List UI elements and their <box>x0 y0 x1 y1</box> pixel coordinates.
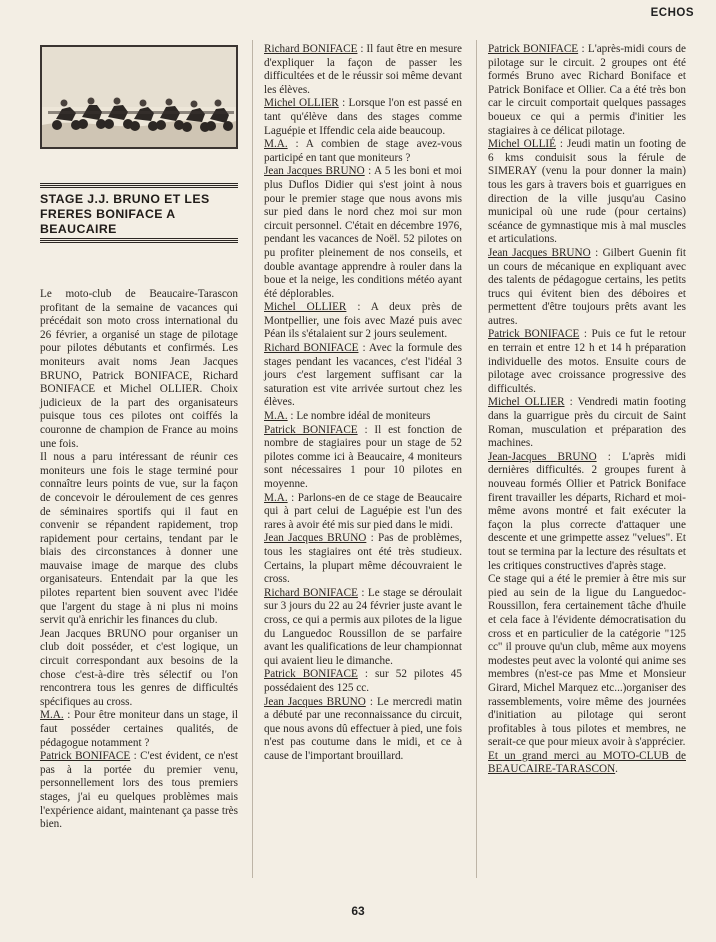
article-paragraph <box>264 342 462 410</box>
article-paragraph <box>488 138 686 247</box>
motocross-photo <box>40 45 238 149</box>
paragraph-text: Jean Jacques BRUNO pour organiser un club doit posséder, et c'est logique, un circuit correspondant aux besoins de la chose c'est-à-dire très sélectif ou l'on rencontrera tous les genres de difficultés spécifiques au cross. <box>40 627 238 708</box>
article-title: STAGE J.J. BRUNO ET LES FRERES BONIFACE A BEAUCAIRE <box>40 192 210 236</box>
paragraph-text: Il nous a paru intéressant de réunir ces moniteurs une fois le stage terminé pour connaître leurs points de vue, sur la façon de concevoir le déroulement de ces genres de séminaires sportifs qui il faut en convenir se répandent rapidement, trop rapidement pour certains, tendant par le biais des circonstances à donner une mauvaise image de marque des clubs organisateurs. Entendait par la que les pilotes repartent bien souvent avec l'idée que l'argent du stage à ni plus ni moins servit qu'à enrichir les finances du club. <box>40 451 238 627</box>
paragraph-text: : Le mercredi matin a débuté par une reconnaissance du circuit, que nous avons dû effectuer à pied, une fois n'est pas coutume dans le midi, et ce à cause de l'important brouillard. <box>264 695 462 762</box>
article-paragraph <box>264 668 462 695</box>
article-paragraph <box>264 43 462 97</box>
paragraph-text: : Avec la formule des stages pendant les vacances, c'est l'idéal 3 jours c'est largement suffisant car la saturation est vite arrivée surtout chez les élèves. <box>264 342 462 409</box>
column-divider <box>476 40 477 878</box>
paragraph-text: : Gilbert Guenin fit un cours de mécanique en expliquant avec des talents de pédagogue certains, les petits trucs qui évitent bien des déboires et permettent d'être toujours prêts avant les autres. <box>488 246 686 327</box>
speaker-name: Richard BONIFACE <box>264 43 358 55</box>
paragraph-text: : Parlons-en de ce stage de Beaucaire qui à part celui de Laguépie est l'un des rares à avoir été mis sur pied dans le midi. <box>264 491 462 531</box>
article-paragraph <box>264 587 462 669</box>
article-paragraph <box>264 410 462 424</box>
article-paragraph <box>264 532 462 586</box>
article-paragraph <box>40 451 238 628</box>
article-paragraph <box>488 750 686 777</box>
paragraph-text: : Puis ce fut le retour en terrain et entre 12 h et 14 h préparation individuelle des motos. Ensuite cours de pilotage avec croissance progressive des difficultés. <box>488 328 686 395</box>
title-rule-top <box>40 183 238 188</box>
paragraph-text: : L'après midi dernières difficultés. 2 groupes furent à nouveau formés Ollier et Patrick Boniface firent travailler les départs, Richard et moi-même avons montré et fait exécuter la façon la plus correcte d'attaquer une descente et une grimpette assez "velues". Et tout se termina par la lecture des résultats et les critiques constructives d'après stage. <box>488 450 686 572</box>
article-paragraph <box>40 750 238 832</box>
speaker-name: Patrick BONIFACE <box>488 328 580 341</box>
paragraph-text: : Le stage se déroulait sur 3 jours du 22 au 24 février juste avant le cross, ce qui a permis aux pilotes de la ligue du Languedoc Roussillon de se parfaire avant les qualifications de leur championnat qui avaient lieu le dimanche. <box>264 586 462 667</box>
article-paragraph <box>264 97 462 138</box>
speaker-name: Jean Jacques BRUNO <box>264 165 365 178</box>
section-label: ECHOS <box>650 7 694 19</box>
paragraph-text: : A 5 les boni et moi plus Duflos Didier qui s'est joint à nous pour le premier stage que nous avons mis sur pied dans le nord chez moi sur mon circuit personnel. C'était en décembre 1976, pendant les vacances de Noël. 52 pilotes on pu profiter pleinement de nos conseils, et double avantage apprendre à rouler dans la boue et la neige, les conditions météo ayant été déplorables. <box>264 165 462 300</box>
page-header <box>0 0 716 26</box>
article-paragraph <box>488 396 686 450</box>
speaker-name: Patrick BONIFACE <box>488 43 579 55</box>
speaker-name: Et un grand merci au MOTO-CLUB de BEAUCAIRE-TARASCON <box>488 749 686 776</box>
paragraph-text: : Pas de problèmes, tous les stagiaires ont été très studieux. Certains, la plupart même découvraient le cross. <box>264 532 462 586</box>
paragraph-text: : Pour être moniteur dans un stage, il faut posséder certaines qualités, de pédagogue notamment ? <box>40 709 238 749</box>
article-paragraph <box>488 247 686 329</box>
speaker-name: Michel OLLIER <box>488 396 565 409</box>
paragraph-text: : Jeudi matin un footing de 6 kms conduisit sous la férule de SIMERAY (venu la pour donner la main) tous les gars à travers bois et guarrigues en direction de la ville jusqu'au Casino municipal où une rude (pour certains) scéance de gymnastique mis à mal muscles et articulations. <box>488 138 687 246</box>
article-paragraph <box>264 301 462 342</box>
speaker-name: Patrick BONIFACE <box>40 750 131 763</box>
paragraph-text: : L'après-midi cours de pilotage sur le circuit. 2 groupes ont été formés Bruno avec Richard Boniface et Patrick Boniface et Ollier. Ca a été très bon car le circuit comportait quelques passages boueux ce qui a permis d'initier les stagiaires à ce délicat pilotage. <box>488 43 686 137</box>
paragraph-text: Ce stage qui a été le premier à être mis sur pied au sein de la ligue du Languedoc-Roussillon, fera certainement tâche d'huile et cela face à l'évidente démocratisation du cross et en particulier de la catégorie "125 cc" il prouve qu'un club, même aux moyens modestes peut avec la volonté qui anime ses membres (n'est-ce pas Mme et Monsieur Girard, Michel Marquez etc...)organiser des rassemblements, voire même des journées d'initiation au pilotage qui seront profitables à tous pilotes et membres, ne serait-ce que pour mieux avoir à s'apprécier. <box>488 573 686 749</box>
article-paragraph <box>488 573 686 750</box>
article-paragraph <box>264 424 462 492</box>
paragraph-text: : A combien de stage avez-vous participé en tant que moniteurs ? <box>264 138 462 164</box>
speaker-name: Richard BONIFACE <box>264 586 358 599</box>
paragraph-text: : A deux près de Montpellier, une fois avec Mazé puis avec Péan ils s'étalaient sur 2 jours seulement. <box>264 301 462 341</box>
page-number: 63 <box>351 904 365 918</box>
paragraph-text: : Il est fonction de nombre de stagiaires pour un stage de 52 pilotes comme ici à Beaucaire, 4 moniteurs sont nécessaires 1 pour 10 pilotes en moyenne. <box>264 423 462 490</box>
article-column-3 <box>488 43 686 777</box>
article-paragraph <box>488 451 686 573</box>
paragraph-text: : Le nombre idéal de moniteurs <box>287 410 431 423</box>
column-divider <box>252 40 253 878</box>
paragraph-text: : sur 52 pilotes 45 possédaient des 125 cc. <box>264 668 462 694</box>
speaker-name: Jean Jacques BRUNO <box>488 246 591 259</box>
paragraph-text: : Il faut être en mesure d'expliquer la façon de passer les difficultées et de le réussir soi même devant les élèves. <box>264 43 463 96</box>
speaker-name: M.A. <box>264 491 288 504</box>
speaker-name: Richard BONIFACE <box>264 342 359 355</box>
speaker-name: Jean-Jacques BRUNO <box>488 450 597 463</box>
speaker-name: Jean Jacques BRUNO <box>264 695 366 708</box>
article-paragraph <box>264 165 462 301</box>
paragraph-text: : Vendredi matin footing dans la guarrigue près du circuit de Saint Roman, musculation et préparation des machines. <box>488 396 686 450</box>
speaker-name: M.A. <box>264 410 288 423</box>
article-paragraph <box>40 709 238 750</box>
article-paragraph <box>264 696 462 764</box>
speaker-name: M.A. <box>40 709 64 722</box>
article-column-2 <box>264 43 462 763</box>
article-paragraph <box>488 328 686 396</box>
paragraph-text: Le moto-club de Beaucaire-Tarascon profitant de la semaine de vacances qui précédait son moto cross international du 26 février, a organisé un stage de pilotage pour pilotes débutants et confirmés. Les moniteurs avait noms Jean Jacques BRUNO, Patrick BONIFACE, Richard BONIFACE et Michel OLLIER. Choix judicieux de la part des organisateurs puisque tous ces pilotes ont coiffés la couronne de champion de France au moins une fois. <box>40 288 238 450</box>
speaker-name: Michel OLLIÉ <box>488 138 556 151</box>
title-rule-bottom <box>40 238 238 243</box>
speaker-name: Patrick BONIFACE <box>264 668 358 681</box>
speaker-name: M.A. <box>264 138 288 151</box>
speaker-name: Michel OLLIER <box>264 301 347 314</box>
article-paragraph <box>488 43 686 138</box>
speaker-name: Jean Jacques BRUNO <box>264 532 367 545</box>
article-column-1 <box>40 288 238 832</box>
article-paragraph <box>264 138 462 165</box>
speaker-name: Michel OLLIER <box>264 97 339 110</box>
article-paragraph <box>40 288 238 451</box>
article-paragraph <box>264 492 462 533</box>
photo-image <box>42 47 236 147</box>
paragraph-text: : Lorsque l'on est passé en tant qu'élève dans des stages comme Laguépie et Iffendic cela aide beaucoup. <box>264 97 462 137</box>
speaker-name: Patrick BONIFACE <box>264 423 358 436</box>
paragraph-text: : C'est évident, ce n'est pas à la portée du premier venu, personnellement lors des tous premiers stages, j'ai eu quelques problèmes mais l'expérience aidant, maintenant ça passe très bien. <box>40 750 238 831</box>
paragraph-text: . <box>615 763 618 776</box>
article-paragraph <box>40 628 238 710</box>
